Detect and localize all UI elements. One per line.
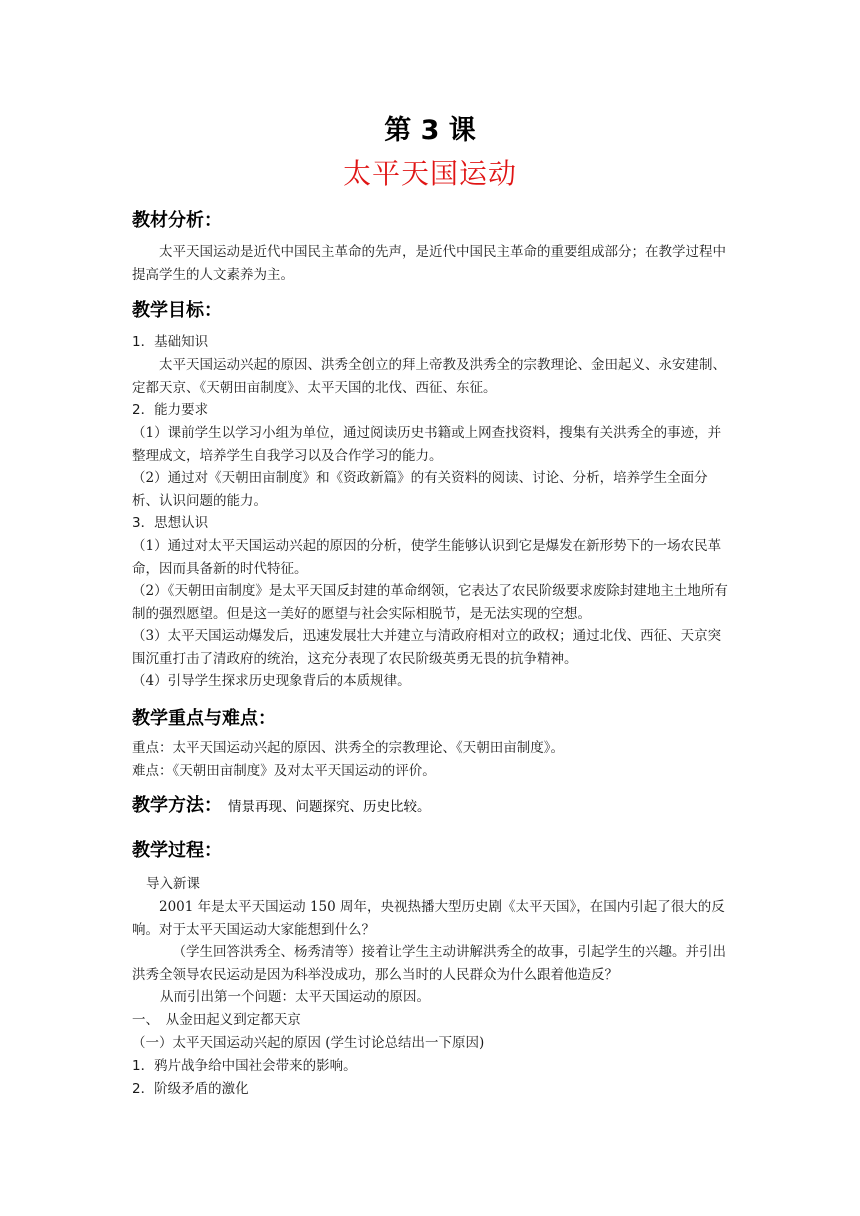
thought-label: 3．思想认识 <box>132 515 209 531</box>
process-heading: 教学过程： <box>132 840 222 861</box>
part-one-heading: 一、 从金田起义到定都天京 <box>132 1012 301 1028</box>
analysis-body: 太平天国运动是近代中国民主革命的先声，是近代中国民主革命的重要组成部分；在教学过程中提高学生的人文素养为主。 <box>132 244 726 283</box>
analysis-heading: 教材分析： <box>132 210 222 231</box>
key-point-text: 重点：太平天国运动兴起的原因、洪秀全的宗教理论、《天朝田亩制度》。 <box>132 740 564 756</box>
key-points-heading: 教学重点与难点： <box>132 708 276 729</box>
lesson-title: 太平天国运动 <box>342 157 517 190</box>
methods-row <box>132 791 431 817</box>
intro-label: 导入新课 <box>146 876 200 892</box>
intro-paragraph-1: 2001 年是太平天国运动 150 周年，央视热播大型历史剧《太平天国》，在国内引起了很大的反响。对于太平天国运动大家能想到什么？ <box>132 899 725 938</box>
ability-label: 2．能力要求 <box>132 402 209 418</box>
basic-knowledge-label: 1．基础知识 <box>132 334 209 350</box>
difficult-point-text: 难点：《天朝田亩制度》及对太平天国运动的评价。 <box>132 763 436 779</box>
intro-paragraph-2: （学生回答洪秀全、杨秀清等）接着让学生主动讲解洪秀全的故事，引起学生的兴趣。并引出洪秀全领导农民运动是因为科举没成功，那么当时的人民群众为什么跟着他造反？ <box>132 944 726 983</box>
lesson-number: 第 3 课 <box>384 115 476 146</box>
thought-item-2: （2）《天朝田亩制度》是太平天国反封建的革命纲领，它表达了农民阶级要求废除封建地主土地所有制的强烈愿望。但是这一美好的愿望与社会实际相脱节，是无法实现的空想。 <box>132 583 728 622</box>
sub-section-one: （一）太平天国运动兴起的原因 (学生讨论总结出一下原因) <box>132 1035 485 1051</box>
thought-item-4: （4）引导学生探求历史现象背后的本质规律。 <box>132 673 411 689</box>
basic-knowledge-body: 太平天国运动兴起的原因、洪秀全创立的拜上帝教及洪秀全的宗教理论、金田起义、永安建制、定都天京、《天朝田亩制度》、太平天国的北伐、西征、东征。 <box>132 357 726 396</box>
thought-item-1: （1）通过对太平天国运动兴起的原因的分析，使学生能够认识到它是爆发在新形势下的一场农民革命，因而具备新的时代特征。 <box>132 538 722 577</box>
objectives-heading: 教学目标： <box>132 300 222 321</box>
cause-item-1: 1．鸦片战争给中国社会带来的影响。 <box>132 1058 357 1074</box>
intro-paragraph-3: 从而引出第一个问题：太平天国运动的原因。 <box>160 989 430 1005</box>
ability-item-1: （1）课前学生以学习小组为单位，通过阅读历史书籍或上网查找资料，搜集有关洪秀全的事迹，并整理成文，培养学生自我学习以及合作学习的能力。 <box>132 425 722 464</box>
ability-item-2: （2）通过对《天朝田亩制度》和《资政新篇》的有关资料的阅读、讨论、分析，培养学生全面分析、认识问题的能力。 <box>132 470 708 509</box>
methods-heading: 教学方法： <box>132 795 222 816</box>
methods-body: 情景再现、问题探究、历史比较。 <box>228 799 431 815</box>
thought-item-3: （3）太平天国运动爆发后，迅速发展壮大并建立与清政府相对立的政权；通过北伐、西征、天京突围沉重打击了清政府的统治，这充分表现了农民阶级英勇无畏的抗争精神。 <box>132 628 722 667</box>
cause-item-2: 2．阶级矛盾的激化 <box>132 1081 249 1097</box>
